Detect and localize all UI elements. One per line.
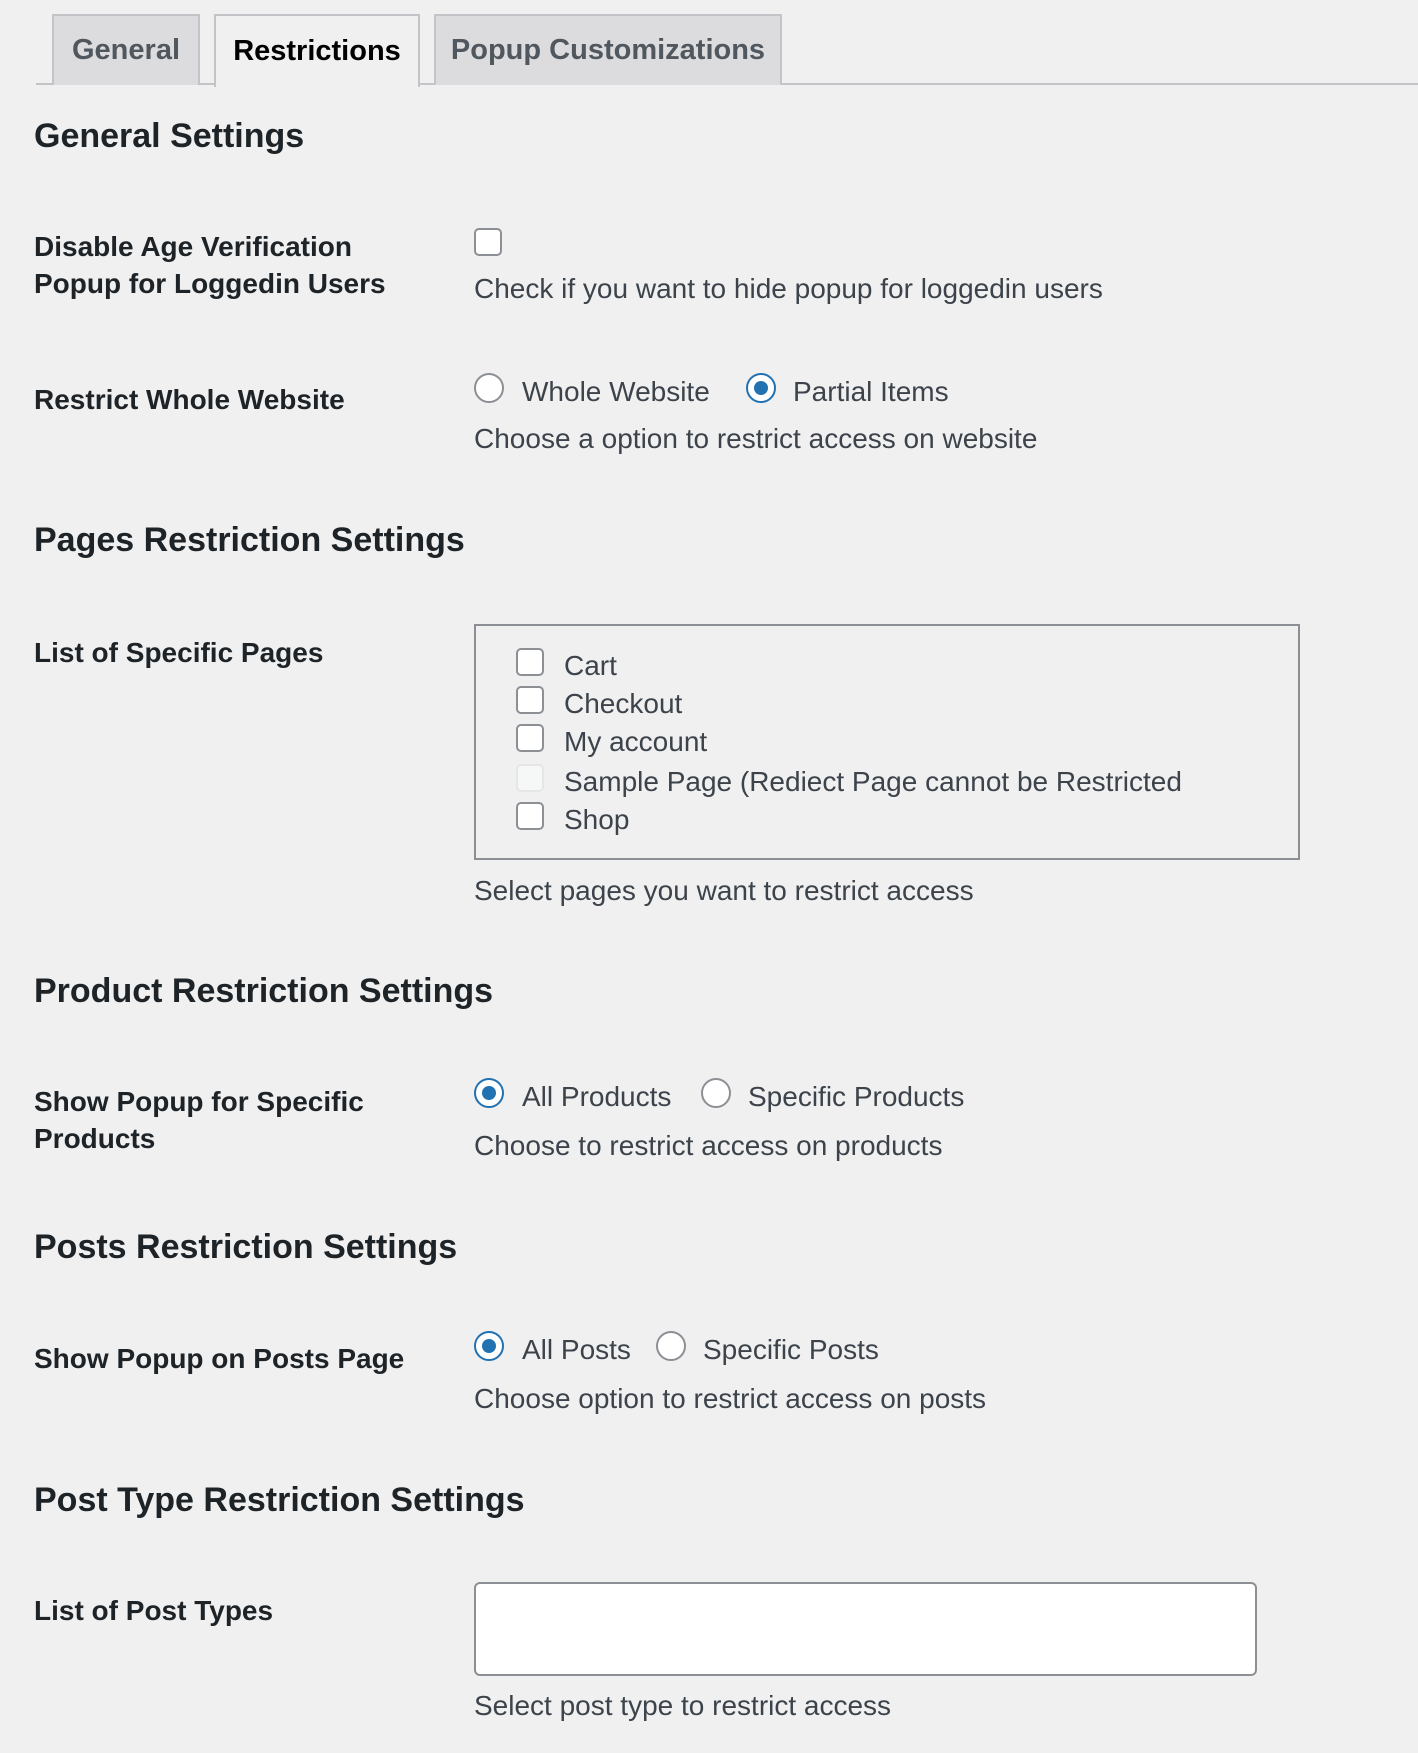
specific-pages-label: List of Specific Pages (34, 637, 324, 668)
product-restriction-title: Product Restriction Settings (34, 972, 494, 1010)
page-label-my-account[interactable]: My account (564, 726, 708, 757)
partial-items-label[interactable]: Partial Items (793, 376, 949, 407)
pages-checklist (474, 624, 1300, 860)
post-types-description: Select post type to restrict access (474, 1690, 892, 1721)
post-types-input[interactable] (474, 1582, 1257, 1676)
specific-products-option-label[interactable]: Specific Products (748, 1081, 965, 1112)
specific-products-label: Show Popup for Specific Products (34, 1086, 364, 1154)
page-label-cart[interactable]: Cart (564, 650, 617, 681)
general-settings-title: General Settings (34, 117, 305, 155)
specific-pages-description: Select pages you want to restrict access (474, 875, 974, 906)
whole-website-radio[interactable] (474, 373, 504, 403)
disable-popup-description: Check if you want to hide popup for loggedin users (474, 273, 1103, 304)
partial-items-radio[interactable] (746, 373, 776, 403)
specific-products-description: Choose to restrict access on products (474, 1130, 943, 1161)
restrict-whole-website-description: Choose a option to restrict access on website (474, 423, 1038, 454)
page-checkbox-cart[interactable] (516, 648, 544, 676)
page-label-sample-page: Sample Page (Rediect Page cannot be Restricted (564, 766, 1182, 797)
posts-restriction-title: Posts Restriction Settings (34, 1228, 458, 1266)
pages-restriction-title: Pages Restriction Settings (34, 521, 465, 559)
tab-restrictions[interactable]: Restrictions (214, 14, 420, 87)
page-label-shop[interactable]: Shop (564, 804, 630, 835)
disable-popup-checkbox[interactable] (474, 228, 502, 256)
all-posts-label[interactable]: All Posts (522, 1334, 631, 1365)
page-label-checkout[interactable]: Checkout (564, 688, 683, 719)
restrict-whole-website-label: Restrict Whole Website (34, 384, 345, 415)
page-checkbox-shop[interactable] (516, 802, 544, 830)
disable-popup-label: Disable Age Verification Popup for Loggedin Users (34, 231, 386, 299)
posts-page-description: Choose option to restrict access on posts (474, 1383, 987, 1414)
settings-tabs (36, 0, 1418, 85)
post-types-label: List of Post Types (34, 1595, 274, 1626)
tab-popup-customizations[interactable]: Popup Customizations (434, 14, 782, 85)
whole-website-label[interactable]: Whole Website (522, 376, 710, 407)
all-posts-radio[interactable] (474, 1331, 504, 1361)
page-checkbox-my-account[interactable] (516, 724, 544, 752)
tab-general[interactable]: General (52, 14, 200, 85)
all-products-radio[interactable] (474, 1078, 504, 1108)
specific-posts-label[interactable]: Specific Posts (703, 1334, 879, 1365)
all-products-label[interactable]: All Products (522, 1081, 672, 1112)
page-checkbox-sample-page (516, 764, 544, 792)
post-type-restriction-title: Post Type Restriction Settings (34, 1481, 525, 1519)
specific-posts-radio[interactable] (656, 1331, 686, 1361)
posts-page-label: Show Popup on Posts Page (34, 1343, 405, 1374)
specific-products-radio[interactable] (701, 1078, 731, 1108)
page-checkbox-checkout[interactable] (516, 686, 544, 714)
